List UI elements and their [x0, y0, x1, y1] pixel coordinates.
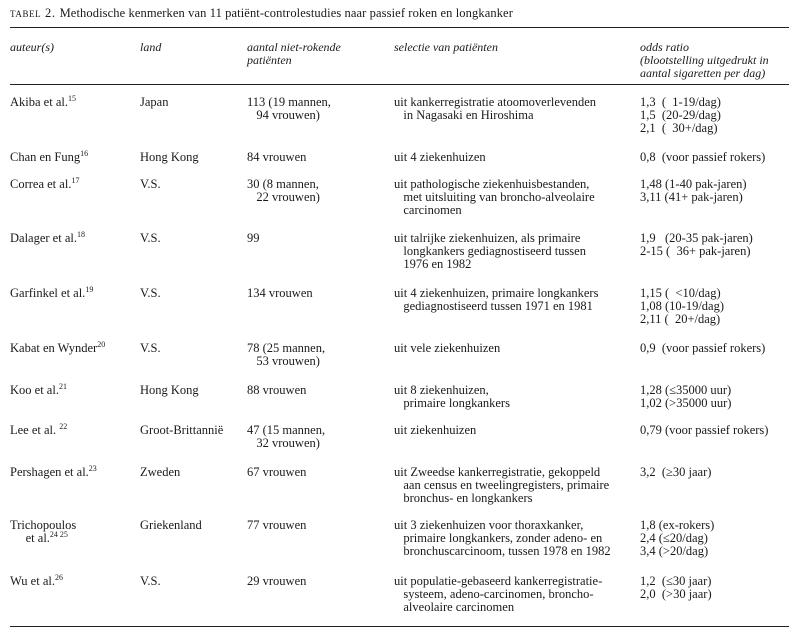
row-ref: 21 [58, 382, 67, 391]
bottom-rule [10, 626, 789, 627]
row-country: V.S. [140, 177, 161, 191]
row-selection: uit populatie-gebaseerd kankerregistratie- systeem, adeno-carcinomen, broncho- alveolaire carcinomen [394, 574, 603, 614]
row-author: Akiba et al. [10, 95, 68, 109]
row-ref: 26 [54, 573, 63, 582]
table-title: Methodische kenmerken van 11 patiënt-controlestudies naar passief roken en longkanker [59, 6, 513, 20]
row-author: Garfinkel et al. [10, 286, 86, 300]
row-country: V.S. [140, 286, 161, 300]
row-author: Lee et al. [10, 423, 60, 437]
row-country: Japan [140, 95, 169, 109]
row-country: V.S. [140, 574, 161, 588]
row-patients: 88 vrouwen [247, 383, 307, 397]
row-selection: uit talrijke ziekenhuizen, als primaire longkankers gediagnostiseerd tussen 1976 en 1982 [394, 231, 586, 271]
row-patients: 77 vrouwen [247, 518, 307, 532]
row-ref: 19 [85, 285, 94, 294]
row-author: Wu et al. [10, 574, 55, 588]
table-label: tabel 2. [10, 6, 56, 20]
row-country: V.S. [140, 231, 161, 245]
row-odds: 0,8 (voor passief rokers) [640, 150, 766, 164]
row-odds: 1,9 (20-35 pak-jaren) 2-15 ( 36+ pak-jaren) [640, 231, 753, 258]
header-selection: selectie van patiënten [394, 40, 498, 54]
row-odds: 1,8 (ex-rokers) 2,4 (≤20/dag) 3,4 (>20/dag) [640, 518, 715, 558]
row-odds: 1,28 (≤35000 uur) 1,02 (>35000 uur) [640, 383, 732, 410]
row-author: Dalager et al. [10, 231, 77, 245]
row-patients: 99 [247, 231, 260, 245]
row-ref: 20 [97, 340, 106, 349]
table-caption [10, 6, 513, 21]
row-patients: 29 vrouwen [247, 574, 307, 588]
row-patients: 84 vrouwen [247, 150, 307, 164]
row-ref: 24 25 [49, 530, 68, 539]
row-country: Hong Kong [140, 383, 199, 397]
row-odds: 0,79 (voor passief rokers) [640, 423, 769, 437]
row-author: Trichopoulos et al. [10, 518, 77, 545]
row-selection: uit 4 ziekenhuizen [394, 150, 486, 164]
row-odds: 1,48 (1-40 pak-jaren) 3,11 (41+ pak-jaren) [640, 177, 747, 204]
row-selection: uit Zweedse kankerregistratie, gekoppeld aan census en tweelingregisters, primaire bronchus- en longkankers [394, 465, 610, 505]
row-author: Correa et al. [10, 177, 72, 191]
row-author: Koo et al. [10, 383, 59, 397]
row-ref: 23 [88, 464, 97, 473]
header-rule [10, 84, 789, 85]
row-ref: 15 [67, 94, 76, 103]
row-selection: uit 8 ziekenhuizen, primaire longkankers [394, 383, 510, 410]
row-country: V.S. [140, 341, 161, 355]
row-selection: uit ziekenhuizen [394, 423, 477, 437]
row-odds: 0,9 (voor passief rokers) [640, 341, 766, 355]
row-patients: 134 vrouwen [247, 286, 313, 300]
row-selection: uit vele ziekenhuizen [394, 341, 501, 355]
row-patients: 113 (19 mannen, 94 vrouwen) [247, 95, 331, 122]
header-author: auteur(s) [10, 40, 54, 54]
row-odds: 1,15 ( <10/dag) 1,08 (10-19/dag) 2,11 ( 20+/dag) [640, 286, 725, 326]
row-patients: 67 vrouwen [247, 465, 307, 479]
row-odds: 1,3 ( 1-19/dag) 1,5 (20-29/dag) 2,1 ( 30+/dag) [640, 95, 721, 135]
row-ref: 22 [59, 422, 68, 431]
row-odds: 3,2 (≥30 jaar) [640, 465, 712, 479]
row-country: Zweden [140, 465, 181, 479]
header-odds-ratio: odds ratio (blootstelling uitgedrukt in aantal sigaretten per dag) [640, 40, 769, 80]
row-selection: uit 3 ziekenhuizen voor thoraxkanker, primaire longkankers, zonder adeno- en bronchuscarcinoom, tussen 1978 en 1982 [394, 518, 611, 558]
row-selection: uit pathologische ziekenhuisbestanden, met uitsluiting van broncho-alveolaire carcinomen [394, 177, 595, 217]
top-rule [10, 27, 789, 28]
row-odds: 1,2 (≤30 jaar) 2,0 (>30 jaar) [640, 574, 712, 601]
row-patients: 78 (25 mannen, 53 vrouwen) [247, 341, 326, 368]
row-ref: 18 [76, 230, 85, 239]
header-country: land [140, 40, 162, 54]
row-ref: 16 [80, 149, 89, 158]
row-author: Pershagen et al. [10, 465, 89, 479]
row-country: Hong Kong [140, 150, 199, 164]
row-patients: 30 (8 mannen, 22 vrouwen) [247, 177, 320, 204]
row-author: Kabat en Wynder [10, 341, 98, 355]
row-author: Chan en Fung [10, 150, 81, 164]
row-ref: 17 [71, 176, 80, 185]
row-selection: uit kankerregistratie atoomoverlevenden in Nagasaki en Hiroshima [394, 95, 597, 122]
row-country: Griekenland [140, 518, 202, 532]
row-patients: 47 (15 mannen, 32 vrouwen) [247, 423, 326, 450]
row-selection: uit 4 ziekenhuizen, primaire longkankers gediagnostiseerd tussen 1971 en 1981 [394, 286, 599, 313]
row-country: Groot-Brittannië [140, 423, 224, 437]
header-patients: aantal niet-rokende patiënten [247, 40, 341, 67]
